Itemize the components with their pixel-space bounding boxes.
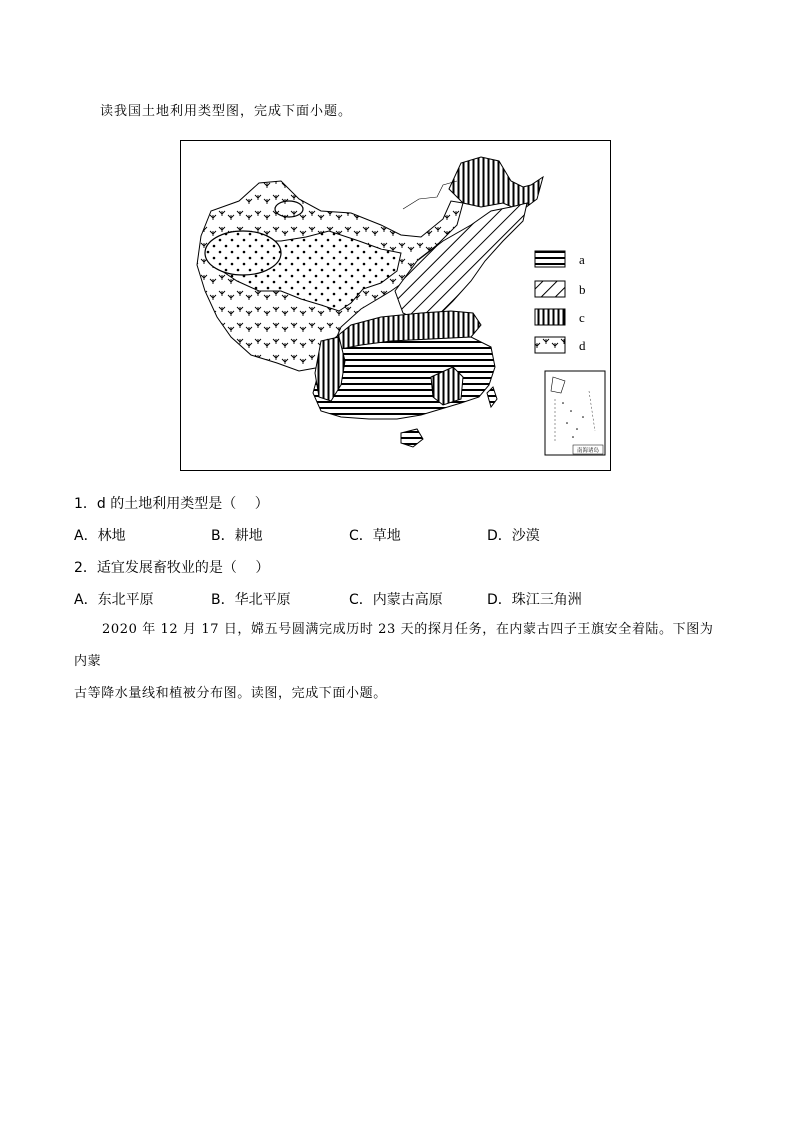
legend-c-swatch [535, 309, 565, 325]
intro-text: 读我国土地利用类型图，完成下面小题。 [100, 104, 353, 119]
legend-b-swatch [535, 281, 565, 297]
q2-option-d: D．珠江三角洲 [487, 592, 582, 608]
question-2-stem: 2．适宜发展畜牧业的是（ ） [74, 560, 270, 576]
taiwan-island [487, 387, 497, 407]
passage-line-2: 古等降水量线和植被分布图。读图，完成下面小题。 [74, 686, 387, 701]
passage-line-1-text: 2020 年 12 月 17 日，嫦五号圆满完成历时 23 天的探月任务，在内蒙古四子王旗安全着陆。下图为内蒙 [74, 622, 714, 669]
tarim-basin-outline [205, 231, 281, 275]
junggar-outline [275, 201, 303, 217]
q1-option-b: B．耕地 [211, 528, 263, 544]
map-graphic [181, 141, 612, 472]
passage-paragraph [74, 614, 724, 710]
legend-d-swatch [535, 337, 565, 353]
q1-option-d: D．沙漠 [487, 528, 540, 544]
legend-d-label: d [579, 338, 586, 353]
hainan-island [401, 429, 423, 447]
legend-c-label: c [579, 310, 585, 325]
legend-b-label: b [579, 282, 586, 297]
inset-label: 南海诸岛 [576, 448, 600, 454]
legend-a-label: a [579, 252, 585, 267]
q1-option-a: A．林地 [74, 528, 126, 544]
south-china-sea-inset [545, 371, 605, 455]
q2-option-c: C．内蒙古高原 [349, 592, 443, 608]
q1-option-c: C．草地 [349, 528, 401, 544]
map-legend [535, 251, 586, 353]
question-1-stem: 1．d 的土地利用类型是（ ） [74, 496, 269, 512]
q2-option-b: B．华北平原 [211, 592, 291, 608]
passage-line-1 [74, 614, 724, 678]
legend-a-swatch [535, 251, 565, 267]
land-use-map [180, 140, 611, 471]
q2-option-a: A．东北平原 [74, 592, 154, 608]
